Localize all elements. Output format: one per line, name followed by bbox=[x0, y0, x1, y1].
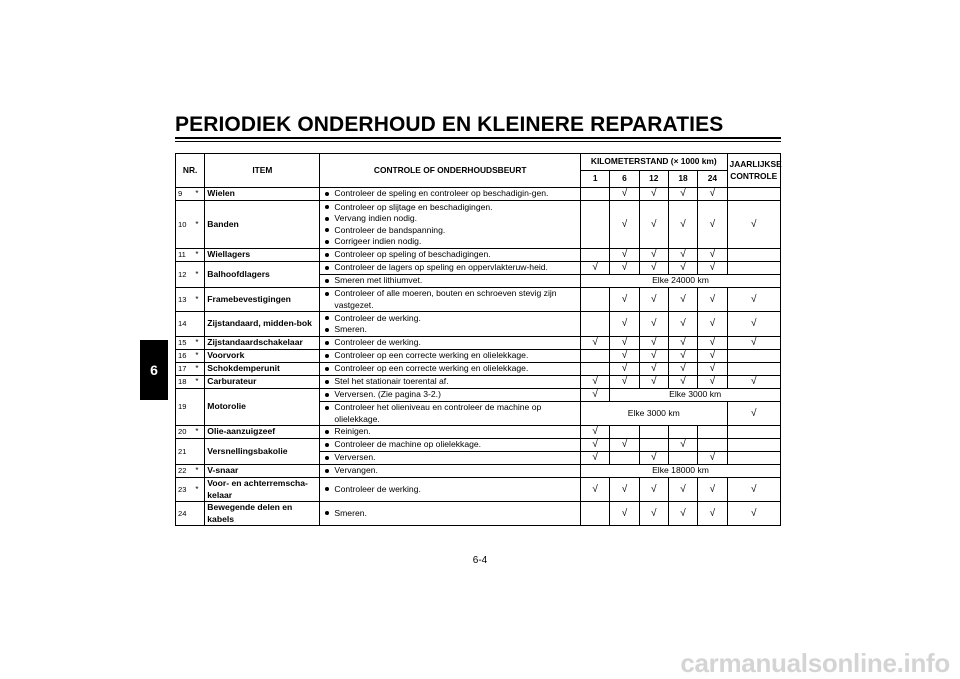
item-number: 22 bbox=[176, 465, 196, 478]
km-check: √ bbox=[581, 337, 610, 350]
yearly-check: √ bbox=[727, 478, 780, 502]
bullet-icon bbox=[325, 469, 329, 473]
km-check bbox=[581, 312, 610, 337]
control-cell bbox=[320, 502, 581, 526]
bullet-icon bbox=[325, 393, 329, 397]
table-row bbox=[176, 249, 781, 262]
yearly-check bbox=[727, 188, 780, 201]
km-check bbox=[581, 288, 610, 312]
bullet-icon bbox=[325, 380, 329, 384]
item-name: Motorolie bbox=[205, 389, 320, 426]
control-line bbox=[323, 288, 578, 311]
interval-span: Elke 18000 km bbox=[581, 465, 781, 478]
control-line bbox=[323, 188, 578, 200]
km-check: √ bbox=[698, 376, 727, 389]
control-text: Verversen. (Zie pagina 3-2.) bbox=[334, 389, 441, 400]
item-star: * bbox=[195, 426, 204, 439]
control-line bbox=[323, 402, 578, 425]
km-check: √ bbox=[610, 188, 639, 201]
item-number: 23 bbox=[176, 478, 196, 502]
km-check bbox=[668, 452, 697, 465]
yearly-check bbox=[727, 439, 780, 452]
control-line bbox=[323, 324, 578, 336]
control-text: Controleer de werking. bbox=[334, 312, 421, 323]
km-check: √ bbox=[639, 502, 668, 526]
control-cell bbox=[320, 312, 581, 337]
control-cell bbox=[320, 452, 581, 465]
bullet-icon bbox=[325, 228, 329, 232]
km-check: √ bbox=[698, 350, 727, 363]
km-check: √ bbox=[639, 312, 668, 337]
yearly-check: √ bbox=[727, 288, 780, 312]
yearly-check bbox=[727, 426, 780, 439]
chapter-tab[interactable]: 6 bbox=[140, 340, 168, 400]
item-star: * bbox=[195, 337, 204, 350]
table-row bbox=[176, 201, 781, 249]
control-text: Corrigeer indien nodig. bbox=[334, 236, 422, 246]
title-rule bbox=[175, 137, 781, 139]
control-text: Controleer de werking. bbox=[334, 337, 421, 348]
km-check: √ bbox=[698, 502, 727, 526]
item-name: Balhoofdlagers bbox=[205, 262, 320, 288]
km-check bbox=[581, 201, 610, 249]
header-km-col: 12 bbox=[639, 171, 668, 188]
item-name: Framebevestigingen bbox=[205, 288, 320, 312]
km-check bbox=[581, 502, 610, 526]
item-number: 17 bbox=[176, 363, 196, 376]
control-line bbox=[323, 439, 578, 451]
bullet-icon bbox=[325, 511, 329, 515]
control-text: Controleer op een correcte werking en olielekkage. bbox=[334, 350, 529, 361]
control-line bbox=[323, 376, 578, 388]
km-check: √ bbox=[581, 452, 610, 465]
item-number: 12 bbox=[176, 262, 196, 288]
control-line bbox=[323, 363, 578, 375]
item-name: Olie-aanzuigzeef bbox=[205, 426, 320, 439]
km-check: √ bbox=[610, 363, 639, 376]
km-check: √ bbox=[698, 312, 727, 337]
yearly-check bbox=[727, 452, 780, 465]
control-line bbox=[323, 350, 578, 362]
item-name: Voorvork bbox=[205, 350, 320, 363]
item-name: Banden bbox=[205, 201, 320, 249]
item-number: 11 bbox=[176, 249, 196, 262]
control-text: Stel het stationair toerental af. bbox=[334, 376, 449, 387]
km-check: √ bbox=[698, 452, 727, 465]
km-check: √ bbox=[639, 337, 668, 350]
km-check: √ bbox=[639, 249, 668, 262]
header-km-col: 1 bbox=[581, 171, 610, 188]
header-yearly-line2: CONTROLE bbox=[730, 170, 778, 181]
control-text: Vervang indien nodig. bbox=[334, 213, 418, 223]
item-name: Schokdemperunit bbox=[205, 363, 320, 376]
table-row bbox=[176, 337, 781, 350]
table-row bbox=[176, 312, 781, 337]
km-check: √ bbox=[639, 262, 668, 275]
interval-span: Elke 3000 km bbox=[610, 389, 781, 402]
control-cell bbox=[320, 402, 581, 426]
item-name: V-snaar bbox=[205, 465, 320, 478]
control-text: Controleer de werking. bbox=[334, 483, 421, 494]
item-number: 13 bbox=[176, 288, 196, 312]
bullet-icon bbox=[325, 217, 329, 221]
control-line bbox=[323, 213, 578, 225]
control-line bbox=[323, 484, 578, 496]
control-line bbox=[323, 389, 578, 401]
item-star: * bbox=[195, 262, 204, 288]
km-check: √ bbox=[668, 502, 697, 526]
km-check bbox=[581, 249, 610, 262]
km-check bbox=[581, 350, 610, 363]
yearly-check: √ bbox=[727, 376, 780, 389]
km-check: √ bbox=[581, 426, 610, 439]
km-check: √ bbox=[581, 262, 610, 275]
control-cell bbox=[320, 350, 581, 363]
km-check: √ bbox=[668, 312, 697, 337]
km-check: √ bbox=[698, 363, 727, 376]
header-km-col: 18 bbox=[668, 171, 697, 188]
control-text: Reinigen. bbox=[334, 426, 371, 437]
maintenance-table bbox=[175, 153, 781, 526]
km-check: √ bbox=[639, 188, 668, 201]
item-name: Wielen bbox=[205, 188, 320, 201]
item-number: 21 bbox=[176, 439, 196, 465]
table-row bbox=[176, 465, 781, 478]
bullet-icon bbox=[325, 341, 329, 345]
bullet-icon bbox=[325, 367, 329, 371]
control-text: Smeren. bbox=[334, 324, 367, 334]
control-text: Smeren. bbox=[334, 507, 367, 518]
control-cell bbox=[320, 288, 581, 312]
header-control: CONTROLE OF ONDERHOUDSBEURT bbox=[320, 154, 581, 188]
header-yearly bbox=[727, 154, 780, 188]
km-check bbox=[610, 426, 639, 439]
control-text: Controleer de bandspanning. bbox=[334, 224, 446, 235]
yearly-check bbox=[727, 262, 780, 275]
item-star: * bbox=[195, 249, 204, 262]
item-star: * bbox=[195, 188, 204, 201]
item-star bbox=[195, 389, 204, 426]
km-check: √ bbox=[698, 188, 727, 201]
km-check: √ bbox=[581, 376, 610, 389]
bullet-icon bbox=[325, 279, 329, 283]
page-title: PERIODIEK ONDERHOUD EN KLEINERE REPARATIES bbox=[175, 113, 724, 136]
control-text: Vervangen. bbox=[334, 465, 378, 476]
km-check bbox=[639, 439, 668, 452]
km-check: √ bbox=[610, 288, 639, 312]
item-name: Voor- en achterremscha-kelaar bbox=[205, 478, 320, 502]
item-number: 20 bbox=[176, 426, 196, 439]
km-check bbox=[639, 426, 668, 439]
control-cell bbox=[320, 363, 581, 376]
km-check: √ bbox=[581, 439, 610, 452]
control-text: Controleer op slijtage en beschadigingen. bbox=[334, 201, 493, 212]
km-check bbox=[581, 188, 610, 201]
yearly-check bbox=[727, 350, 780, 363]
control-text: Smeren met lithiumvet. bbox=[334, 275, 423, 286]
header-km: KILOMETERSTAND (× 1000 km) bbox=[581, 154, 728, 171]
table-row bbox=[176, 350, 781, 363]
header-item: ITEM bbox=[205, 154, 320, 188]
yearly-check: √ bbox=[727, 402, 780, 426]
km-check: √ bbox=[668, 439, 697, 452]
km-check: √ bbox=[639, 350, 668, 363]
bullet-icon bbox=[325, 354, 329, 358]
item-number: 9 bbox=[176, 188, 196, 201]
control-cell bbox=[320, 426, 581, 439]
km-check: √ bbox=[639, 288, 668, 312]
km-check bbox=[668, 426, 697, 439]
item-star: * bbox=[195, 201, 204, 249]
control-cell bbox=[320, 389, 581, 402]
item-number: 15 bbox=[176, 337, 196, 350]
km-check: √ bbox=[610, 337, 639, 350]
km-check: √ bbox=[668, 376, 697, 389]
km-check: √ bbox=[581, 389, 610, 402]
yearly-check bbox=[727, 363, 780, 376]
control-text: Controleer de lagers op speling en oppervlakteruw-heid. bbox=[334, 262, 548, 273]
table-row bbox=[176, 478, 781, 502]
control-line bbox=[323, 275, 578, 287]
item-name: Versnellingsbakolie bbox=[205, 439, 320, 465]
control-cell bbox=[320, 249, 581, 262]
table-row bbox=[176, 288, 781, 312]
km-check bbox=[610, 452, 639, 465]
control-cell bbox=[320, 201, 581, 249]
footer-url[interactable]: carmanualsonline.info bbox=[680, 648, 950, 678]
yearly-check: √ bbox=[727, 201, 780, 249]
bullet-icon bbox=[325, 316, 329, 320]
km-check bbox=[698, 439, 727, 452]
item-star bbox=[195, 312, 204, 337]
control-text: Controleer op speling of beschadigingen. bbox=[334, 249, 491, 260]
item-number: 19 bbox=[176, 389, 196, 426]
item-number: 16 bbox=[176, 350, 196, 363]
control-cell bbox=[320, 439, 581, 452]
header-km-col: 6 bbox=[610, 171, 639, 188]
km-check: √ bbox=[639, 478, 668, 502]
km-check: √ bbox=[610, 312, 639, 337]
bullet-icon bbox=[325, 328, 329, 332]
km-check: √ bbox=[668, 188, 697, 201]
interval-span: Elke 24000 km bbox=[581, 275, 781, 288]
item-star bbox=[195, 439, 204, 465]
item-star: * bbox=[195, 363, 204, 376]
header-nr: NR. bbox=[176, 154, 205, 188]
control-cell bbox=[320, 465, 581, 478]
km-check: √ bbox=[668, 249, 697, 262]
control-cell bbox=[320, 337, 581, 350]
control-cell bbox=[320, 188, 581, 201]
item-star: * bbox=[195, 350, 204, 363]
bullet-icon bbox=[325, 487, 329, 491]
item-name: Zijstandaardschakelaar bbox=[205, 337, 320, 350]
km-check: √ bbox=[610, 376, 639, 389]
bullet-icon bbox=[325, 266, 329, 270]
yearly-check: √ bbox=[727, 312, 780, 337]
km-check: √ bbox=[610, 201, 639, 249]
control-cell bbox=[320, 275, 581, 288]
km-check: √ bbox=[639, 363, 668, 376]
control-text: Controleer de speling en controleer op beschadigin-gen. bbox=[334, 188, 549, 199]
km-check: √ bbox=[610, 478, 639, 502]
yearly-check bbox=[727, 249, 780, 262]
control-line bbox=[323, 202, 578, 214]
item-name: Carburateur bbox=[205, 376, 320, 389]
table-row bbox=[176, 363, 781, 376]
control-text: Controleer of alle moeren, bouten en schroeven stevig zijn vastgezet. bbox=[334, 288, 557, 310]
km-check: √ bbox=[698, 478, 727, 502]
km-check: √ bbox=[668, 262, 697, 275]
control-text: Controleer op een correcte werking en olielekkage. bbox=[334, 363, 529, 374]
km-check: √ bbox=[668, 337, 697, 350]
item-name: Wiellagers bbox=[205, 249, 320, 262]
item-star: * bbox=[195, 465, 204, 478]
control-line bbox=[323, 465, 578, 477]
item-number: 18 bbox=[176, 376, 196, 389]
control-line bbox=[323, 249, 578, 261]
item-number: 10 bbox=[176, 201, 196, 249]
table-row bbox=[176, 188, 781, 201]
yearly-check: √ bbox=[727, 337, 780, 350]
control-line bbox=[323, 236, 578, 248]
yearly-check: √ bbox=[727, 502, 780, 526]
control-cell bbox=[320, 478, 581, 502]
bullet-icon bbox=[325, 292, 329, 296]
bullet-icon bbox=[325, 443, 329, 447]
item-star bbox=[195, 502, 204, 526]
bullet-icon bbox=[325, 406, 329, 410]
km-check: √ bbox=[639, 201, 668, 249]
control-line bbox=[323, 426, 578, 438]
item-number: 24 bbox=[176, 502, 196, 526]
table-row bbox=[176, 389, 781, 402]
item-name: Bewegende delen en kabels bbox=[205, 502, 320, 526]
km-check: √ bbox=[610, 439, 639, 452]
control-line bbox=[323, 313, 578, 325]
item-number: 14 bbox=[176, 312, 196, 337]
table-row bbox=[176, 439, 781, 452]
km-check: √ bbox=[668, 350, 697, 363]
km-check: √ bbox=[698, 337, 727, 350]
header-km-col: 24 bbox=[698, 171, 727, 188]
control-line bbox=[323, 262, 578, 274]
interval-span: Elke 3000 km bbox=[581, 402, 728, 426]
control-text: Controleer de machine op olielekkage. bbox=[334, 439, 482, 450]
km-check bbox=[698, 426, 727, 439]
page-number: 6-4 bbox=[472, 555, 488, 566]
table-row bbox=[176, 426, 781, 439]
km-check: √ bbox=[698, 288, 727, 312]
km-check: √ bbox=[610, 262, 639, 275]
control-line bbox=[323, 452, 578, 464]
km-check: √ bbox=[610, 502, 639, 526]
title-rule-thin bbox=[175, 141, 781, 142]
km-check: √ bbox=[639, 376, 668, 389]
control-line bbox=[323, 225, 578, 237]
km-check: √ bbox=[668, 288, 697, 312]
km-check: √ bbox=[581, 478, 610, 502]
control-line bbox=[323, 337, 578, 349]
item-star: * bbox=[195, 288, 204, 312]
item-star: * bbox=[195, 376, 204, 389]
control-text: Verversen. bbox=[334, 452, 376, 463]
table-row bbox=[176, 262, 781, 275]
km-check: √ bbox=[668, 201, 697, 249]
km-check bbox=[581, 363, 610, 376]
control-cell bbox=[320, 262, 581, 275]
km-check: √ bbox=[698, 201, 727, 249]
header-yearly-line1: JAARLIJKSE bbox=[729, 159, 782, 169]
km-check: √ bbox=[639, 452, 668, 465]
km-check: √ bbox=[668, 363, 697, 376]
item-star: * bbox=[195, 478, 204, 502]
control-text: Controleer het olieniveau en controleer de machine op olielekkage. bbox=[334, 402, 542, 424]
km-check: √ bbox=[668, 478, 697, 502]
bullet-icon bbox=[325, 253, 329, 257]
bullet-icon bbox=[325, 205, 329, 209]
control-line bbox=[323, 508, 578, 520]
km-check: √ bbox=[698, 262, 727, 275]
km-check: √ bbox=[698, 249, 727, 262]
control-cell bbox=[320, 376, 581, 389]
bullet-icon bbox=[325, 240, 329, 244]
bullet-icon bbox=[325, 430, 329, 434]
km-check: √ bbox=[610, 350, 639, 363]
table-row bbox=[176, 502, 781, 526]
bullet-icon bbox=[325, 456, 329, 460]
bullet-icon bbox=[325, 192, 329, 196]
item-name: Zijstandaard, midden-bok bbox=[205, 312, 320, 337]
km-check: √ bbox=[610, 249, 639, 262]
table-row bbox=[176, 376, 781, 389]
